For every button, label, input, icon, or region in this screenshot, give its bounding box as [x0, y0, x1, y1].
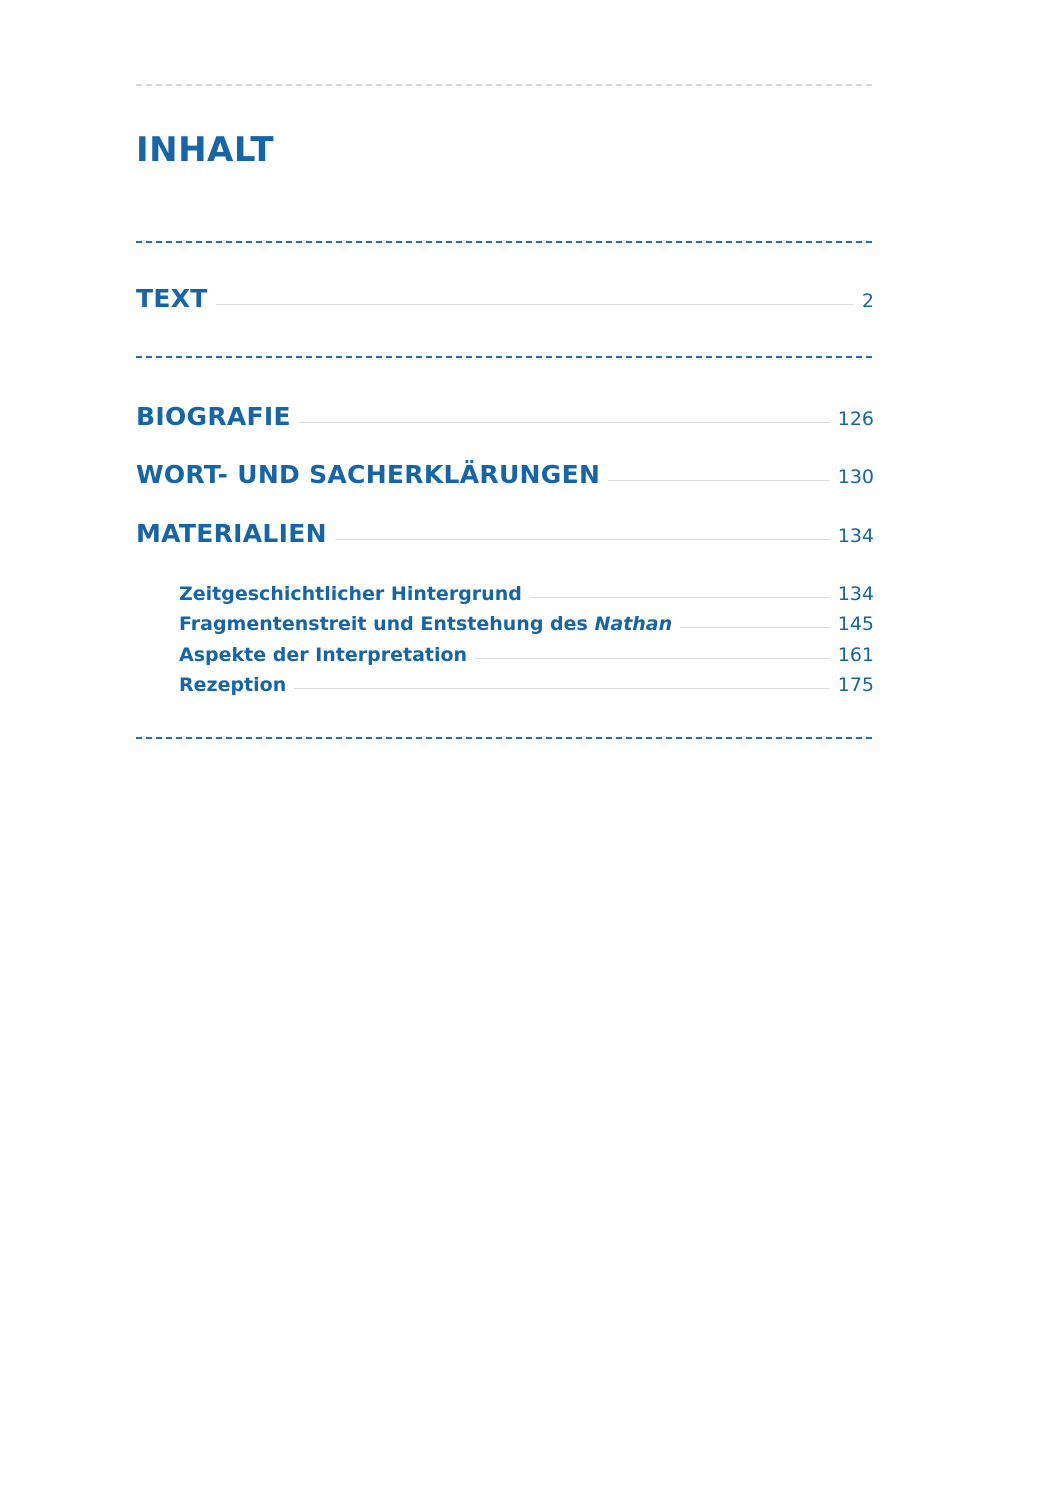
- label-prefix: Fragmentenstreit und Entstehung des: [179, 613, 595, 635]
- toc-entry-label: MATERIALIEN: [136, 519, 327, 548]
- toc-subentry-fragmentenstreit[interactable]: [179, 613, 874, 635]
- leader-line: [294, 688, 829, 689]
- leader-line: [608, 480, 830, 481]
- leader-line: [335, 539, 830, 540]
- toc-entry-page: 130: [837, 466, 874, 488]
- toc-subentry-label: [179, 613, 672, 635]
- toc-entry-label: BIOGRAFIE: [136, 402, 291, 431]
- toc-entry-materialien[interactable]: [136, 519, 874, 548]
- toc-subentry-page: 145: [837, 613, 874, 635]
- toc-entry-label: WORT- UND SACHERKLÄRUNGEN: [136, 460, 601, 489]
- toc-subentry-label: Rezeption: [179, 674, 287, 696]
- leader-line: [475, 658, 830, 659]
- toc-entry-biografie[interactable]: [136, 402, 874, 431]
- page-title: INHALT: [136, 130, 275, 170]
- toc-subentry-label: Zeitgeschichtlicher Hintergrund: [179, 583, 522, 605]
- toc-entry-worterklaerungen[interactable]: [136, 460, 874, 489]
- leader-line: [680, 627, 830, 628]
- toc-subentry-interpretation[interactable]: [179, 644, 874, 666]
- toc-entry-text[interactable]: [136, 284, 874, 313]
- toc-subentry-page: 175: [837, 674, 874, 696]
- toc-subentry-page: 161: [837, 644, 874, 666]
- toc-entry-label: TEXT: [136, 284, 208, 313]
- top-divider: [136, 84, 872, 86]
- toc-entry-page: 134: [837, 525, 874, 547]
- leader-line: [216, 304, 854, 305]
- leader-line: [299, 422, 830, 423]
- divider-3: [136, 737, 872, 739]
- divider-2: [136, 356, 872, 358]
- toc-entry-page: 2: [861, 290, 874, 312]
- toc-subentry-zeitgeschichte[interactable]: [179, 583, 874, 605]
- toc-entry-page: 126: [837, 408, 874, 430]
- toc-subentry-page: 134: [837, 583, 874, 605]
- divider-1: [136, 241, 872, 243]
- label-italic-title: Nathan: [594, 613, 673, 635]
- toc-subentry-rezeption[interactable]: [179, 674, 874, 696]
- leader-line: [530, 597, 830, 598]
- toc-subentry-label: Aspekte der Interpretation: [179, 644, 468, 666]
